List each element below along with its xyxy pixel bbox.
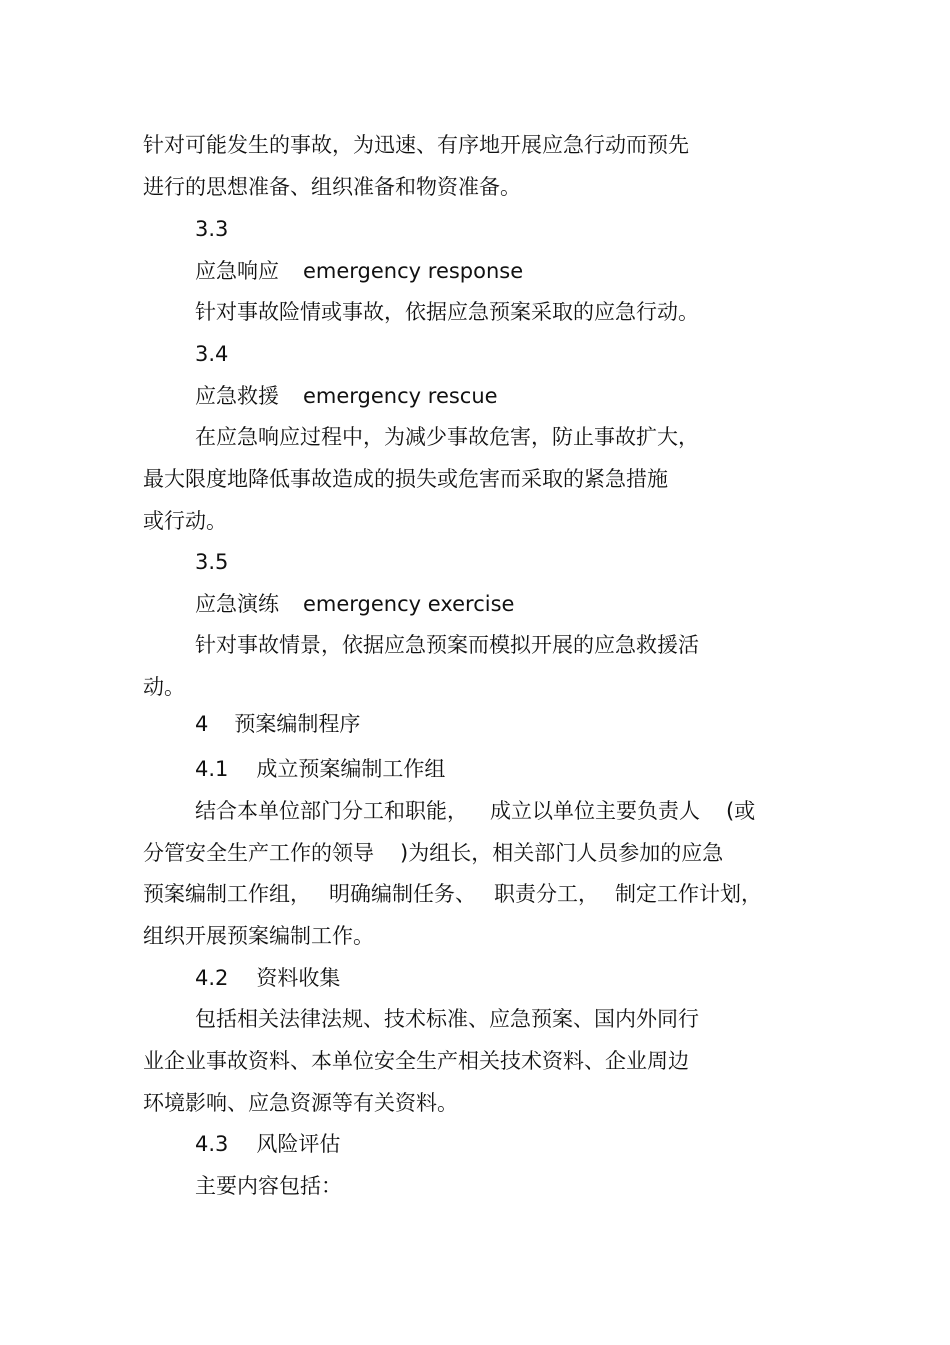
- section-number: 3.5: [195, 550, 229, 574]
- term-definition: 在应急响应过程中，为减少事故危害，防止事故扩大，: [195, 425, 699, 449]
- term-en: emergency rescue: [303, 384, 498, 408]
- text-run: 成立以单位主要负责人: [490, 799, 700, 823]
- text-run: 结合本单位部门分工和职能，: [195, 799, 468, 823]
- paragraph-line: 环境影响、应急资源等有关资料。: [143, 1091, 458, 1115]
- paragraph-line: [143, 881, 762, 907]
- term-definition: 针对事故情景，依据应急预案而模拟开展的应急救援活: [195, 633, 699, 657]
- section-number: 3.4: [195, 342, 229, 366]
- term-heading: [195, 383, 498, 409]
- term-heading: [195, 591, 514, 617]
- text-run: 预案编制工作组，: [143, 882, 311, 906]
- chapter-title: 预案编制程序: [234, 712, 361, 736]
- text-run: )为组长，相关部门人员参加的应急: [400, 841, 724, 865]
- term-definition: 针对事故险情或事故，依据应急预案采取的应急行动。: [195, 300, 699, 324]
- paragraph-line: 业企业事故资料、本单位安全生产相关技术资料、企业周边: [143, 1049, 689, 1073]
- paragraph-line: [143, 840, 723, 866]
- paragraph-line: 进行的思想准备、组织准备和物资准备。: [143, 175, 521, 199]
- term-definition: 或行动。: [143, 509, 227, 533]
- paragraph-line: [195, 798, 755, 824]
- paragraph-line: 针对可能发生的事故，为迅速、有序地开展应急行动而预先: [143, 133, 689, 157]
- section-number: 3.3: [195, 217, 229, 241]
- text-run: 分管安全生产工作的领导: [143, 841, 374, 865]
- section-heading: [195, 756, 445, 782]
- section-heading: [195, 965, 340, 991]
- section-title: 资料收集: [256, 966, 341, 990]
- paragraph-line: 包括相关法律法规、技术标准、应急预案、国内外同行: [195, 1007, 699, 1031]
- paragraph-line: 组织开展预案编制工作。: [143, 924, 374, 948]
- term-cn: 应急演练: [195, 592, 279, 616]
- term-heading: [195, 258, 523, 284]
- term-definition: 动。: [143, 675, 185, 699]
- chapter-heading: [195, 711, 360, 737]
- paragraph-line: 主要内容包括：: [195, 1174, 342, 1198]
- term-cn: 应急救援: [195, 384, 279, 408]
- term-en: emergency exercise: [303, 592, 515, 616]
- section-heading: [195, 1131, 340, 1157]
- chapter-number: 4: [195, 712, 209, 736]
- text-run: (或: [726, 799, 756, 823]
- text-run: 明确编制任务、: [329, 882, 476, 906]
- section-title: 成立预案编制工作组: [256, 757, 446, 781]
- section-title: 风险评估: [256, 1132, 341, 1156]
- section-number: 4.1: [195, 757, 229, 781]
- text-run: 制定工作计划，: [615, 882, 762, 906]
- term-en: emergency response: [303, 259, 524, 283]
- term-definition: 最大限度地降低事故造成的损失或危害而采取的紧急措施: [143, 467, 668, 491]
- term-cn: 应急响应: [195, 259, 279, 283]
- section-number: 4.3: [195, 1132, 229, 1156]
- section-number: 4.2: [195, 966, 229, 990]
- text-run: 职责分工，: [494, 882, 599, 906]
